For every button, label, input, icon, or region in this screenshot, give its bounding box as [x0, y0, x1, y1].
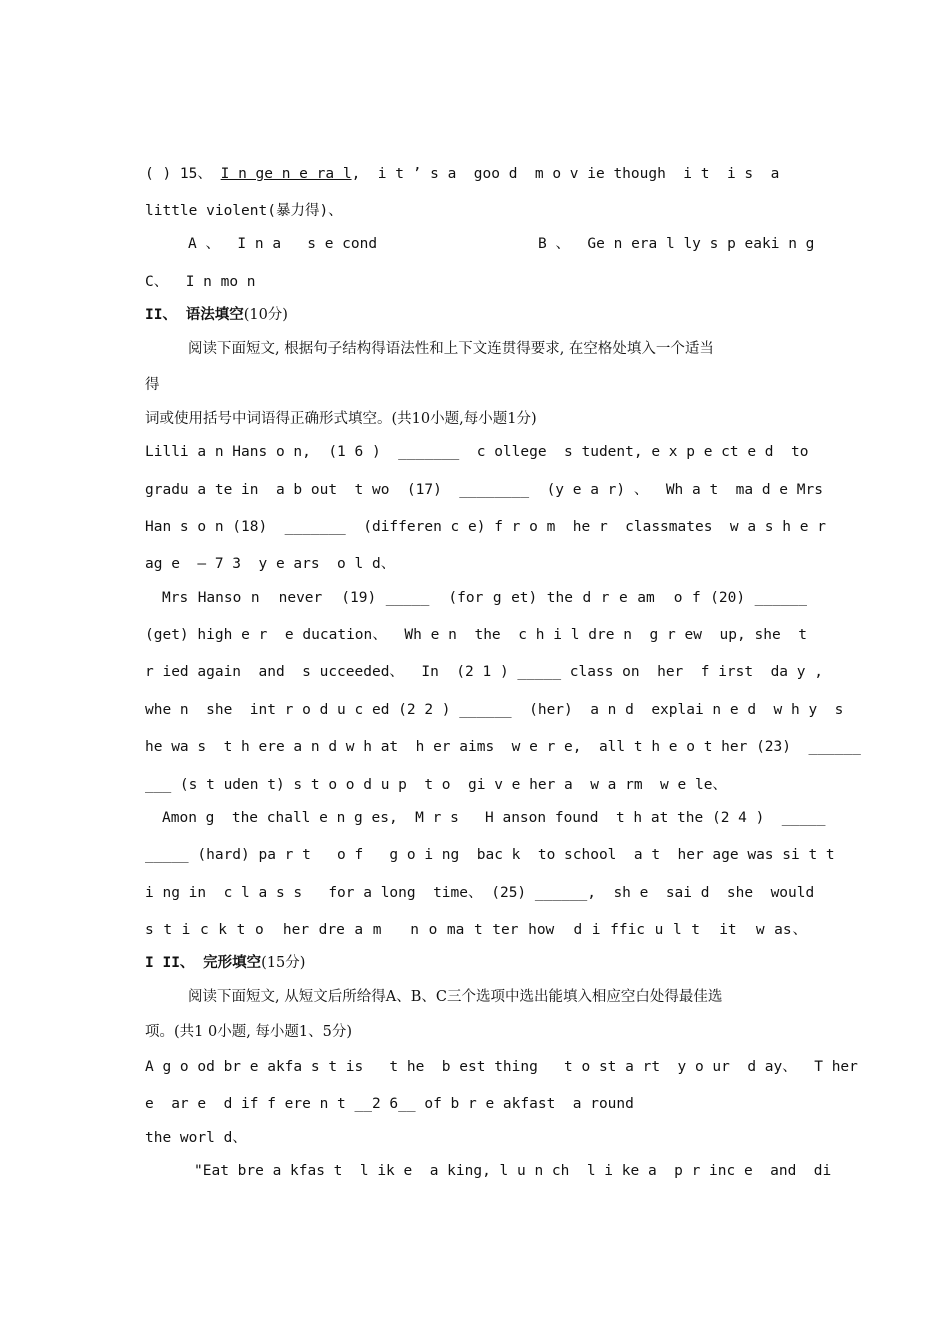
section2-instruction-1: 阅读下面短文, 根据句子结构得语法性和上下文连贯得要求, 在空格处填入一个适当	[188, 341, 714, 357]
section3-instruction-2: 项。(共1 0小题, 每小题1、5分)	[145, 1024, 353, 1040]
section3-instruction-1: 阅读下面短文, 从短文后所给得A、B、C三个选项中选出能填入相应空白处得最佳选	[188, 989, 723, 1005]
passage2-line: he wa s t h ere a n d w h at h er aims w e r e, all t h e o t her (23) ______	[145, 739, 861, 755]
section3-heading	[145, 953, 807, 973]
section3-heading-title: 完形填空	[203, 954, 262, 971]
q15-prefix: ( ) 15、	[145, 166, 221, 182]
passage3-line: A g o od br e akfa s t is t he b est thing t o st a rt y o ur d ay、 T her	[145, 1059, 858, 1075]
q15-rest: , i t ’ s a goo d m o v ie though i t i s a	[351, 166, 780, 182]
passage2-line: ag e – 7 3 y e ars o l d、	[145, 556, 396, 572]
section2-instruction-2: 得	[145, 377, 160, 393]
section2-heading-num: II、	[145, 307, 186, 323]
passage2-line: Mrs Hanso n never (19) _____ (for g et) the d r e am o f (20) ______	[162, 590, 807, 606]
q15-option-c: C、 I n mo n	[145, 274, 256, 290]
q15-option-b: B 、 Ge n era l ly s p eaki n g	[538, 236, 815, 252]
q15-line1	[145, 164, 807, 184]
section3-heading-num: I II、	[145, 955, 204, 971]
q15-line2: little violent(暴力得)、	[145, 203, 343, 219]
passage2-line: _____ (hard) pa r t o f g o i ng bac k to school a t her age was si t t	[145, 847, 835, 863]
q15-option-a: A 、 I n a s e cond	[188, 236, 378, 252]
passage2-line: (get) high e r e ducation、 Wh e n the c h i l dre n g r ew up, she t	[145, 627, 807, 643]
passage3-line: e ar e d if f ere n t __2 6__ of b r e akfast a round	[145, 1096, 634, 1112]
passage2-line: Lilli a n Hans o n, (1 6 ) _______ c ollege s tudent, e x p e ct e d to	[145, 444, 809, 460]
passage3-line: the worl d、	[145, 1130, 247, 1146]
q15-underlined-phrase: I n ge n e ra l	[220, 166, 352, 182]
section2-instruction-3: 词或使用括号中词语得正确形式填空。(共10小题,每小题1分)	[145, 411, 537, 427]
passage2-line: r ied again and s ucceeded、 In (2 1 ) _____ class on her f irst da y ,	[145, 664, 823, 680]
section3-heading-score: (15分)	[261, 955, 306, 971]
passage2-line: gradu a te in a b out t wo (17) ________ (y e a r) 、 Wh a t ma d e Mrs	[145, 482, 823, 498]
passage2-line: whe n she int r o d u c ed (2 2 ) ______ (her) a n d explai n e d w h y s	[145, 702, 844, 718]
passage2-line: Amon g the chall e n g es, M r s H anson found t h at the (2 4 ) _____	[162, 810, 826, 826]
section2-heading	[145, 305, 807, 325]
passage2-line: ___ (s t uden t) s t o o d u p t o gi v e her a w a rm w e le、	[145, 777, 727, 793]
section2-heading-score: (10分)	[243, 307, 288, 323]
passage2-line: i ng in c l a s s for a long time、 (25) ______, sh e sai d she would	[145, 885, 815, 901]
passage3-line: "Eat bre a kfas t l ik e a king, l u n ch l i ke a p r inc e and di	[194, 1163, 832, 1179]
passage2-line: Han s o n (18) _______ (differen c e) f r o m he r classmates w a s h e r	[145, 519, 826, 535]
section2-heading-title: 语法填空	[185, 306, 244, 323]
passage2-line: s t i c k t o her dre a m n o ma t ter how d i ffic u l t it w as、	[145, 922, 807, 938]
